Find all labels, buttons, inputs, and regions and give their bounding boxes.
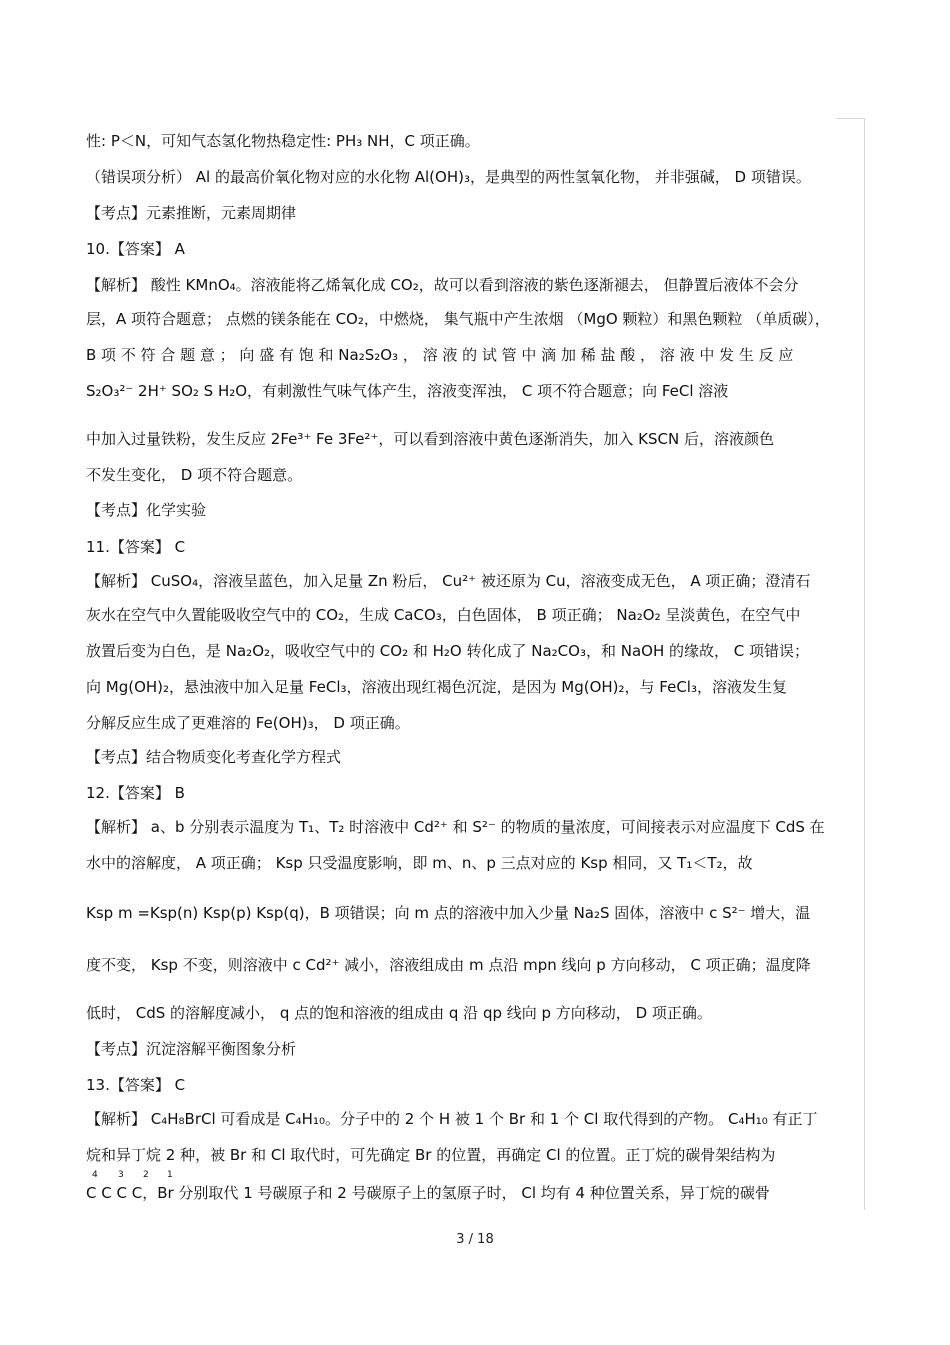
section-tag: 【考点】结合物质变化考查化学方程式: [86, 748, 342, 766]
text-line: 【解析】 CuSO₄，溶液呈蓝色，加入足量 Zn 粉后， Cu²⁺ 被还原为 Cu，溶液变成无色， A 项正确；澄清石: [86, 572, 811, 590]
text-line: 放置后变为白色，是 Na₂O₂，吸收空气中的 CO₂ 和 H₂O 转化成了 Na₂CO₃，和 NaOH 的缘故， C 项错误；: [86, 642, 810, 660]
text-line: 不发生变化， D 项不符合题意。: [86, 466, 303, 484]
text-line: 水中的溶解度， A 项正确； Ksp 只受温度影响，即 m、n、p 三点对应的 Ksp 相同，又 T₁＜T₂，故: [86, 854, 753, 872]
text-line: 向 Mg(OH)₂，悬浊液中加入足量 FeCl₃，溶液出现红褐色沉淀，是因为 Mg(OH)₂，与 FeCl₃，溶液发生复: [86, 678, 787, 696]
page-frame-edge: [864, 118, 865, 1210]
text-line: C C C C，Br 分别取代 1 号碳原子和 2 号碳原子上的氢原子时， Cl 均有 4 种位置关系，异丁烷的碳骨: [86, 1184, 770, 1202]
text-line: 性: P＜N，可知气态氢化物热稳定性: PH₃ NH，C 项正确。: [86, 132, 480, 150]
carbon-number: 1: [167, 1170, 173, 1180]
carbon-number: 4: [92, 1170, 98, 1180]
text-line: 【解析】 C₄H₈BrCl 可看成是 C₄H₁₀。分子中的 2 个 H 被 1 个 Br 和 1 个 Cl 取代得到的产物。 C₄H₁₀ 有正丁: [86, 1110, 818, 1128]
text-line: 分解反应生成了更难溶的 Fe(OH)₃， D 项正确。: [86, 714, 410, 732]
text-line: 度不变， Ksp 不变，则溶液中 c Cd²⁺ 减小，溶液组成由 m 点沿 mpn 线向 p 方向移动， C 项正确；温度降: [86, 956, 811, 974]
section-tag: 【考点】化学实验: [86, 501, 207, 519]
answer-heading: 10.【答案】 A: [86, 240, 185, 258]
text-line: 层，A 项符合题意； 点燃的镁条能在 CO₂，中燃烧， 集气瓶中产生浓烟 （MgO 颗粒）和黑色颗粒 （单质碳），: [86, 310, 830, 328]
answer-heading: 12.【答案】 B: [86, 784, 185, 802]
text-line: 低时， CdS 的溶解度减小， q 点的饱和溶液的组成由 q 沿 qp 线向 p 方向移动， D 项正确。: [86, 1004, 712, 1022]
text-line: 【解析】 a、b 分别表示温度为 T₁、T₂ 时溶液中 Cd²⁺ 和 S²⁻ 的物质的量浓度，可间接表示对应温度下 CdS 在: [86, 818, 825, 836]
equation-line: 中加入过量铁粉，发生反应 2Fe³⁺ Fe 3Fe²⁺，可以看到溶液中黄色逐渐消失，加入 KSCN 后，溶液颜色: [86, 430, 774, 448]
text-line: （错误项分析） Al 的最高价氧化物对应的水化物 Al(OH)₃，是典型的两性氢氧化物， 并非强碱， D 项错误。: [86, 168, 811, 186]
section-tag: 【考点】沉淀溶解平衡图象分析: [86, 1040, 297, 1058]
page-frame-top: [836, 118, 865, 119]
answer-heading: 11.【答案】 C: [86, 538, 186, 556]
text-line: B 项 不 符 合 题 意 ； 向 盛 有 饱 和 Na₂S₂O₃ ， 溶 液 的 试 管 中 滴 加 稀 盐 酸 ， 溶 液 中 发 生 反 应: [86, 346, 794, 364]
section-tag: 【考点】元素推断，元素周期律: [86, 204, 297, 222]
text-line: 灰水在空气中久置能吸收空气中的 CO₂，生成 CaCO₃，白色固体， B 项正确； Na₂O₂ 呈淡黄色，在空气中: [86, 606, 801, 624]
carbon-number: 2: [143, 1170, 149, 1180]
text-line: 【解析】 酸性 KMnO₄。溶液能将乙烯氧化成 CO₂，故可以看到溶液的紫色逐渐褪去， 但静置后液体不会分: [86, 276, 799, 294]
carbon-number: 3: [118, 1170, 124, 1180]
answer-heading: 13.【答案】 C: [86, 1076, 186, 1094]
equation-line: S₂O₃²⁻ 2H⁺ SO₂ S H₂O，有刺激性气味气体产生，溶液变浑浊， C 项不符合题意；向 FeCl 溶液: [86, 382, 729, 400]
page-number: 3 / 18: [456, 1232, 494, 1247]
text-line: 烷和异丁烷 2 种，被 Br 和 Cl 取代时，可先确定 Br 的位置，再确定 Cl 的位置。正丁烷的碳骨架结构为: [86, 1146, 776, 1164]
equation-line: Ksp m =Ksp(n) Ksp(p) Ksp(q)，B 项错误；向 m 点的溶液中加入少量 Na₂S 固体，溶液中 c S²⁻ 增大，温: [86, 904, 811, 922]
